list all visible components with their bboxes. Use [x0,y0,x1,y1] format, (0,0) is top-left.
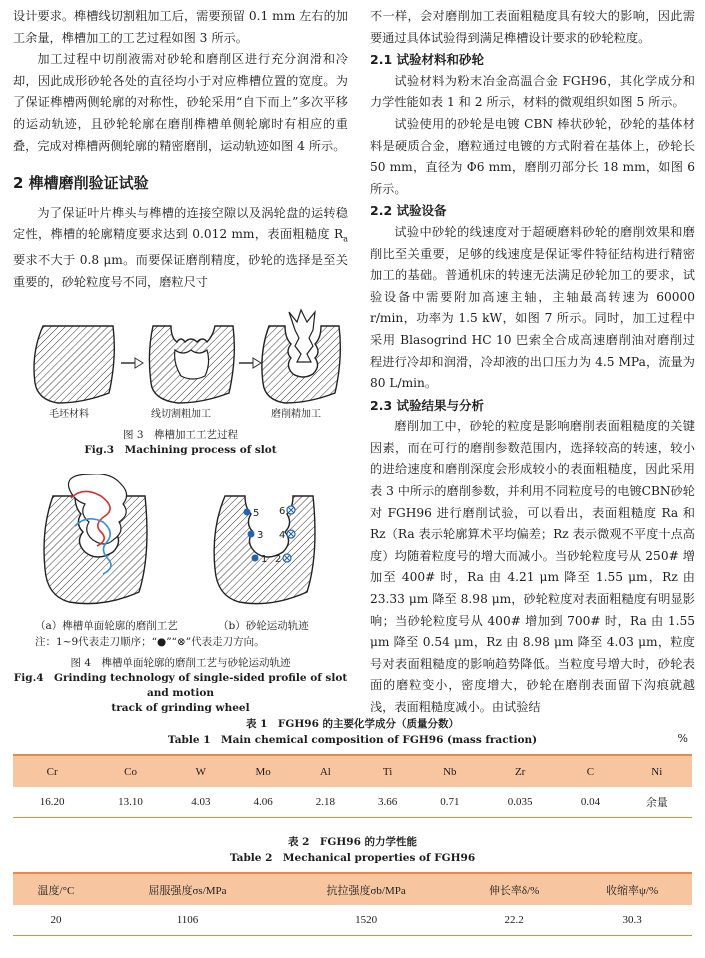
left-column [13,6,348,716]
figure-3-caption-cn: 图 3 榫槽加工工艺过程 [122,428,239,441]
figure-4 [13,474,348,616]
table-2-caption-en: Table 2 Mechanical properties of FGH96 [229,852,476,864]
table-1-grid [13,754,692,818]
table-cell: 0.04 [559,787,621,818]
point-2: 2 [275,553,282,565]
label-rough-cut: 线切割粗加工 [151,408,211,420]
table-header-cell: Ni [622,755,692,787]
table-cell: 22.2 [456,905,572,936]
table-header-cell: W [170,755,232,787]
table-header-cell: Mo [232,755,294,787]
table-header-cell: Ti [356,755,418,787]
point-4: 4 [279,529,286,541]
subsection-heading: 2.2 试验设备 [370,203,447,219]
subsection-heading: 2.3 试验结果与分析 [370,397,484,413]
table-header-cell: Cr [13,755,91,787]
table-cell: 1520 [276,905,456,936]
figure-4-caption-en-2: track of grinding wheel [111,701,250,714]
table-2 [13,834,692,936]
table-1-caption-cn: 表 1 FGH96 的主要化学成分（质量分数） [245,718,460,730]
table-header-cell: 抗拉强度σb/MPa [276,873,456,905]
figure-4a-label: （a）榫槽单面轮廓的磨削工艺 [35,619,178,632]
subsection-heading: 2.1 试验材料和砂轮 [370,52,484,68]
paragraph: 试验材料为粉末冶金高温合金 FGH96，其化学成分和力学性能如表 1 和 2 所示，材料的微观组织如图 5 所示。 [370,73,695,110]
blank-material-shape [34,326,114,403]
figure-3-caption-en: Fig.3 Machining process of slot [84,443,277,456]
label-blank: 毛坯材料 [49,408,89,420]
point-5: 5 [253,507,260,519]
table-cell: 2.18 [294,787,356,818]
right-column [370,6,695,719]
table-header-cell: 伸长率δ/% [456,873,572,905]
table-header-cell: 收缩率ψ/% [572,873,692,905]
paragraph: 不一样，会对磨削加工表面粗糙度具有较大的影响，因此需要通过具体试验得到满足榫槽设计要求的砂轮粒度。 [370,9,695,45]
figure-4-note: 注：1~9代表走刀顺序；“●”“⊗”代表走刀方向。 [35,635,265,648]
table-cell: 13.10 [91,787,169,818]
paragraph: 加工过程中切削液需对砂轮和磨削区进行充分润滑和冷却，因此成形砂轮各处的直径均小于对应榫槽位置的宽度。为了保证榫槽两侧轮廓的对称性，砂轮采用“自下而上”多次平移的运动轨迹，且砂轮轮廓在磨削榫槽单侧轮廓时有相应的重叠，完成对榫槽两侧轮廓的精密磨削，运动轨迹如图 4 所示。 [13,52,348,153]
table-header-cell: 屈服强度σs/MPa [99,873,276,905]
point-3: 3 [257,529,264,541]
figure-4b-label: （b）砂轮运动轨迹 [218,619,309,632]
table-1 [13,716,692,818]
table-2-caption-cn: 表 2 FGH96 的力学性能 [287,836,418,848]
table-cell: 4.06 [232,787,294,818]
point-1: 1 [261,553,268,565]
point-6: 6 [279,505,286,517]
table-2-grid [13,872,692,936]
table-1-caption-en: Table 1 Main chemical composition of FGH96 (mass fraction) [167,734,538,746]
table-header-cell: Co [91,755,169,787]
section-heading: 2 榫槽磨削验证试验 [13,174,149,193]
slot-outline-b [214,496,315,604]
table-cell: 4.03 [170,787,232,818]
paragraph: 试验使用的砂轮是电镀 CBN 棒状砂轮，砂轮的基体材料是硬质合金，磨粒通过电镀的方式附着在基体上，砂轮长 50 mm，直径为 Φ6 mm，磨削刃部分长 18 mm，如图 6 所示。 [370,116,695,196]
table-header-cell: Nb [419,755,481,787]
table-header-cell: Al [294,755,356,787]
paragraph: 为了保证叶片榫头与榫槽的连接空隙以及涡轮盘的运转稳定性，榫槽的轮廓精度要求达到 0.012 mm，表面粗糙度 $R_a$ 要求不大于 0.8 μm。而要保证磨削精度，砂轮的选择是至关重要的，砂轮粒度号不同，磨粒尺寸 [13,205,348,289]
table-cell: 1106 [99,905,276,936]
paragraph: 磨削加工中，砂轮的粒度是影响磨削表面粗糙度的关键因素，而在可行的磨削参数范围内，选择较高的转速，较小的进给速度和磨削深度会形成较小的表面粗糙度，因此采用表 3 中所示的磨削参数，并利用不同粒度号的电镀CBN砂轮对 FGH96 进行磨削试验，可以看出，表面粗糙度 Ra 和 Rz（Ra 表示轮廓算术平均偏差；Rz 表示微观不平度十点高度）均随着粒度号的增大而减小。当砂轮粒度号从 250# 增加至 400# 时，Ra 由 4.21 μm 降至 1.55 μm，Rz 由 23.33 μm 降至 8.98 μm，砂轮粒度对表面粗糙度有明显影响；当砂轮粒度号从 400# 增加到 700# 时，Ra 由 1.55 μm 降至 0.54 μm，Rz 由 8.98 μm 降至 4.03 μm，粒度号对表面粗糙度的影响趋势降低。当粒度号增大时，砂轮表面的磨粒变小，密度增大，砂轮在磨削表面留下沟痕就越浅，表面粗糙度减小。由试验结 [370,419,695,714]
table-cell: 余量 [622,787,692,818]
paragraph: 试验中砂轮的线速度对于超硬磨料砂轮的磨削效果和磨削比至关重要，足够的线速度是保证零件特征结构进行精密加工的基础。普通机床的转速无法满足砂轮加工的要求，试验设备中需要附加高速主轴，主轴最高转速为 60000 r/min，功率为 1.5 kW，如图 7 所示。同时，加工过程中采用 Blasogrind HC 10 巴索全合成高速磨削油对磨削过程进行冷却和润滑，冷却液的出口压力为 4.5 MPa，流量为 80 L/min。 [370,224,695,391]
table-cell: 0.035 [481,787,559,818]
table-cell: 3.66 [356,787,418,818]
label-finish: 磨削精加工 [271,408,321,420]
table-cell: 30.3 [572,905,692,936]
slot-process-diagram [13,308,348,408]
table-cell: 16.20 [13,787,91,818]
blade-root-shape [289,310,315,362]
table-cell: 0.71 [419,787,481,818]
paragraph: 设计要求。榫槽线切割粗加工后，需要预留 0.1 mm 左右的加工余量，榫槽加工的工艺过程如图 3 所示。 [13,9,348,45]
figure-3 [13,308,348,426]
table-header-cell: C [559,755,621,787]
table-header-cell: 温度/°C [13,873,99,905]
figure-4-caption-en-1: Fig.4 Grinding technology of single-sided profile of slot and motion [13,671,348,699]
figure-4-caption-cn: 图 4 榫槽单面轮廓的磨削工艺与砂轮运动轨迹 [70,656,291,669]
table-1-unit: % [677,732,688,745]
table-cell: 20 [13,905,99,936]
table-header-cell: Zr [481,755,559,787]
grinding-path-diagram [13,474,348,614]
